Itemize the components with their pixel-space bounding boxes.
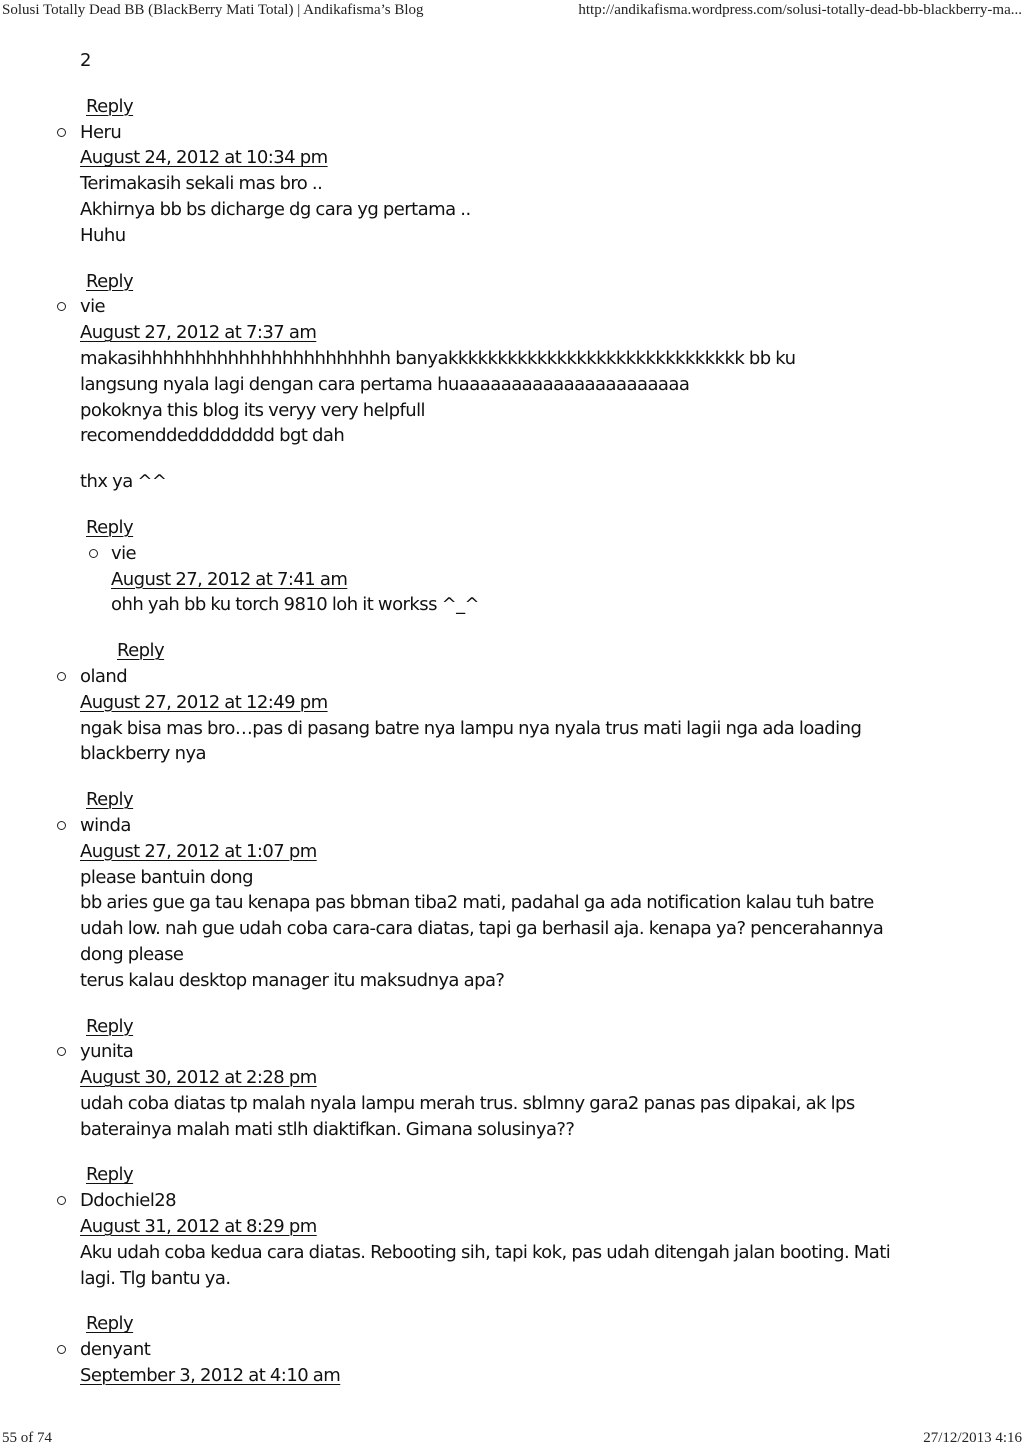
comment-body-line: dong please: [80, 943, 184, 965]
comment-body-line: pokoknya this blog its veryy very helpfull: [80, 399, 425, 421]
comment-body-line: please bantuin dong: [80, 866, 253, 888]
reply-link[interactable]: Reply: [86, 270, 134, 292]
comment-body-line: recomenddedddddddd bgt dah: [80, 425, 345, 447]
comment-date-line: [0, 145, 1024, 171]
comment-author: vie: [80, 296, 106, 318]
comment-author: oland: [80, 665, 128, 687]
reply-row: [0, 1162, 1024, 1188]
comment-body-line: terus kalau desktop manager itu maksudnya apa?: [80, 969, 505, 991]
comment-author-line: [0, 541, 1024, 567]
reply-row: [0, 1014, 1024, 1040]
list-bullet-icon: [57, 821, 66, 830]
comment-date-line: [0, 320, 1024, 346]
comment-body-line: Akhirnya bb bs dicharge dg cara yg pertama ..: [80, 198, 471, 220]
reply-link[interactable]: Reply: [117, 640, 165, 662]
comment-date-link[interactable]: August 31, 2012 at 8:29 pm: [80, 1216, 317, 1238]
reply-row: [0, 515, 1024, 541]
comment-author: Ddochiel28: [80, 1190, 177, 1212]
comment-date-link[interactable]: August 24, 2012 at 10:34 pm: [80, 147, 328, 169]
reply-row: [0, 787, 1024, 813]
comment-date-link[interactable]: August 27, 2012 at 7:41 am: [111, 568, 348, 590]
comment-author-line: [0, 1188, 1024, 1214]
spacer: [0, 74, 1024, 94]
spacer: [0, 449, 1024, 469]
comment-author: denyant: [80, 1339, 151, 1361]
reply-row: [0, 1311, 1024, 1337]
comment-body-line: 2: [80, 50, 91, 71]
comment-author: yunita: [80, 1041, 134, 1063]
spacer: [0, 249, 1024, 269]
comment-author: winda: [80, 814, 131, 836]
reply-link[interactable]: Reply: [86, 516, 134, 538]
comment-body-line: baterainya malah mati stlh diaktifkan. Gimana solusinya??: [80, 1118, 575, 1140]
comment-body-line: thx ya ^^: [80, 471, 167, 493]
spacer: [0, 618, 1024, 638]
spacer: [0, 1142, 1024, 1162]
reply-link[interactable]: Reply: [86, 1015, 134, 1037]
page-number: 55 of 74: [2, 1430, 52, 1446]
comment-date-line: [0, 1065, 1024, 1091]
spacer: [0, 767, 1024, 787]
comment-body-line: Huhu: [80, 224, 126, 246]
reply-row: [0, 638, 1024, 664]
comment-date-line: [0, 839, 1024, 865]
comment-author-line: [0, 1039, 1024, 1065]
comment-date-line: [0, 567, 1024, 593]
comment-body-line: langsung nyala lagi dengan cara pertama huaaaaaaaaaaaaaaaaaaaaaa: [80, 373, 690, 395]
comment-author-line: [0, 813, 1024, 839]
list-bullet-icon: [57, 302, 66, 311]
comment-author-line: [0, 120, 1024, 146]
comment-author-line: [0, 294, 1024, 320]
spacer: [0, 1291, 1024, 1311]
spacer: [0, 994, 1024, 1014]
comment-author: vie: [111, 542, 137, 564]
list-bullet-icon: [57, 1196, 66, 1205]
print-header-url: http://andikafisma.wordpress.com/solusi-totally-dead-bb-blackberry-ma...: [578, 2, 1022, 18]
comment-date-line: [0, 1214, 1024, 1240]
comment-date-link[interactable]: August 30, 2012 at 2:28 pm: [80, 1067, 317, 1089]
comment-body-line: blackberry nya: [80, 743, 207, 765]
comment-body-line: makasihhhhhhhhhhhhhhhhhhhhhhh banyakkkkkkkkkkkkkkkkkkkkkkkkkkkkkk bb ku: [80, 347, 796, 369]
comment-author-line: [0, 664, 1024, 690]
comment-author-line: [0, 1337, 1024, 1363]
print-datetime: 27/12/2013 4:16: [923, 1430, 1022, 1446]
list-bullet-icon: [57, 1345, 66, 1354]
comment-date-line: [0, 690, 1024, 716]
list-bullet-icon: [89, 549, 98, 558]
comment-body-line: Terimakasih sekali mas bro ..: [80, 173, 323, 195]
comment-body-line: ngak bisa mas bro…pas di pasang batre nya lampu nya nyala trus mati lagii nga ada loading: [80, 717, 862, 739]
reply-row: [0, 269, 1024, 295]
comment-date-link[interactable]: August 27, 2012 at 12:49 pm: [80, 691, 328, 713]
list-bullet-icon: [57, 672, 66, 681]
comment-date-link[interactable]: September 3, 2012 at 4:10 am: [80, 1365, 341, 1387]
reply-row: [0, 94, 1024, 120]
list-bullet-icon: [57, 128, 66, 137]
comment-date-link[interactable]: August 27, 2012 at 7:37 am: [80, 322, 317, 344]
comment-body-line: udah low. nah gue udah coba cara-cara diatas, tapi ga berhasil aja. kenapa ya? pencerahannya: [80, 918, 884, 940]
comment-date-link[interactable]: August 27, 2012 at 1:07 pm: [80, 840, 317, 862]
reply-link[interactable]: Reply: [86, 1313, 134, 1335]
comment-author: Heru: [80, 121, 122, 143]
comment-body-line: udah coba diatas tp malah nyala lampu merah trus. sblmny gara2 panas pas dipakai, ak lps: [80, 1092, 855, 1114]
comment-body-line: bb aries gue ga tau kenapa pas bbman tiba2 mati, padahal ga ada notification kalau tuh batre: [80, 892, 874, 914]
list-bullet-icon: [57, 1047, 66, 1056]
comment-body-line: ohh yah bb ku torch 9810 loh it workss ^_^: [111, 594, 480, 616]
reply-link[interactable]: Reply: [86, 95, 134, 117]
spacer: [0, 495, 1024, 515]
comment-body-line: lagi. Tlg bantu ya.: [80, 1267, 231, 1289]
reply-link[interactable]: Reply: [86, 789, 134, 811]
comment-body-line: Aku udah coba kedua cara diatas. Rebooting sih, tapi kok, pas udah ditengah jalan booting. Mati: [80, 1241, 891, 1263]
comment-thread: [0, 48, 1024, 1389]
print-header-title: Solusi Totally Dead BB (BlackBerry Mati Total) | Andikafisma’s Blog: [2, 2, 424, 18]
reply-link[interactable]: Reply: [86, 1164, 134, 1186]
comment-date-line: [0, 1363, 1024, 1389]
